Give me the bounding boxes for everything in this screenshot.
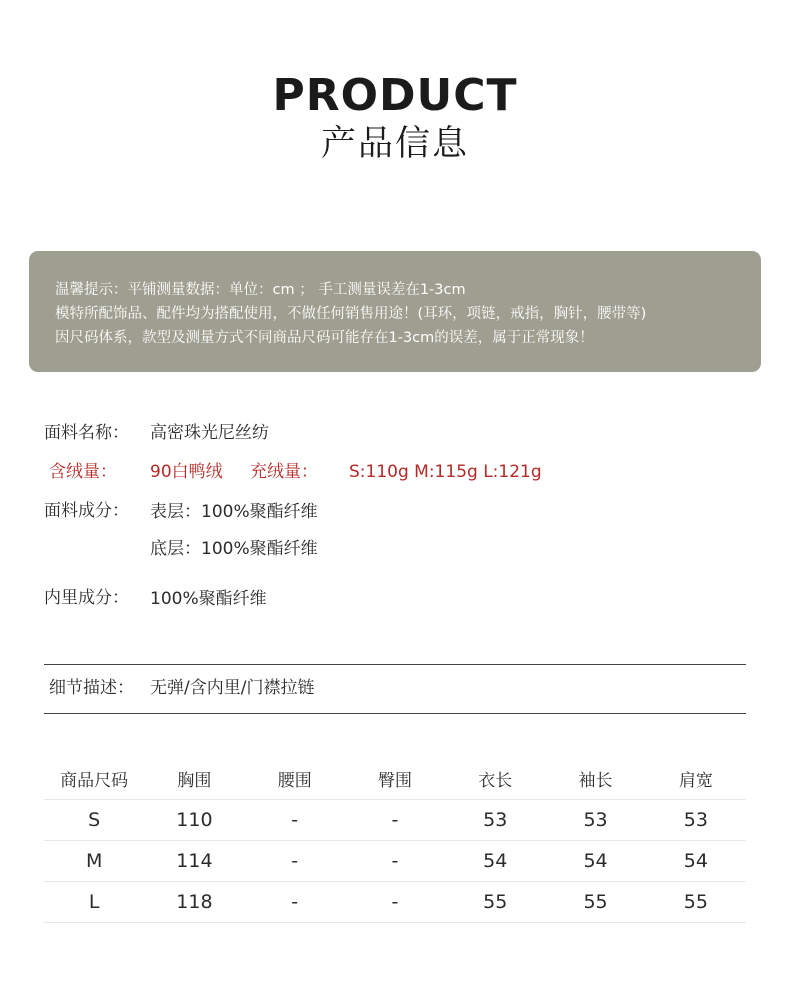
table-cell: 53 [683, 809, 708, 831]
header-shoulder: 肩宽 [678, 771, 713, 791]
table-row [44, 841, 746, 882]
table-cell: 54 [683, 850, 708, 872]
lining-value: 100%聚酯纤维 [150, 589, 267, 609]
table-cell: - [391, 850, 399, 872]
table-cell: M [85, 850, 103, 872]
lining-label: 内里成分： [44, 588, 129, 608]
detail-label: 细节描述： [49, 678, 134, 698]
table-cell: 55 [583, 891, 608, 913]
outer-layer-value: 表层：100%聚酯纤维 [150, 502, 318, 522]
table-cell: 53 [583, 809, 608, 831]
table-cell: 114 [176, 850, 213, 872]
divider-bottom [44, 713, 746, 714]
table-cell: - [291, 891, 299, 913]
table-row [44, 800, 746, 841]
fill-amount-label: 充绒量： [250, 462, 318, 482]
page-title-cn: 产品信息 [320, 124, 469, 164]
header-size: 商品尺码 [60, 771, 129, 791]
notice-line: 因尺码体系，款型及测量方式不同商品尺码可能存在1-3cm的误差，属于正常现象！ [55, 330, 594, 346]
table-cell: 53 [483, 809, 508, 831]
table-cell: S [88, 809, 101, 831]
header-sleeve: 袖长 [578, 771, 613, 791]
table-cell: - [391, 891, 399, 913]
table-cell: - [291, 850, 299, 872]
table-cell: 54 [583, 850, 608, 872]
composition-label: 面料成分： [44, 501, 129, 521]
down-content-value: 90白鸭绒 [150, 462, 223, 482]
fill-amount-value: S:110g M:115g L:121g [349, 462, 542, 482]
table-cell: - [391, 809, 399, 831]
table-cell: 54 [483, 850, 508, 872]
fabric-name-value: 高密珠光尼丝纺 [150, 423, 269, 443]
bottom-layer-value: 底层：100%聚酯纤维 [150, 539, 318, 559]
size-table-header [44, 758, 746, 800]
notice-line: 模特所配饰品、配件均为搭配使用，不做任何销售用途！(耳环，项链，戒指，胸针，腰带等) [55, 306, 647, 322]
table-cell: 110 [176, 809, 213, 831]
notice-box [29, 251, 761, 372]
table-cell: 55 [683, 891, 708, 913]
table-cell: 55 [483, 891, 508, 913]
table-row [44, 882, 746, 923]
divider-top [44, 664, 746, 665]
down-content-label: 含绒量： [49, 462, 117, 482]
header-hip: 臀围 [377, 771, 412, 791]
size-table [44, 758, 746, 923]
table-cell: L [88, 891, 100, 913]
page-title-en: PRODUCT [272, 70, 518, 121]
detail-value: 无弹/含内里/门襟拉链 [150, 678, 315, 698]
table-cell: 118 [176, 891, 213, 913]
header-bust: 胸围 [177, 771, 212, 791]
table-cell: - [291, 809, 299, 831]
notice-line: 温馨提示：平铺测量数据：单位：cm ； 手工测量误差在1-3cm [55, 282, 466, 298]
header-waist: 腰围 [277, 771, 312, 791]
header-length: 衣长 [478, 771, 513, 791]
fabric-name-label: 面料名称： [44, 423, 129, 443]
